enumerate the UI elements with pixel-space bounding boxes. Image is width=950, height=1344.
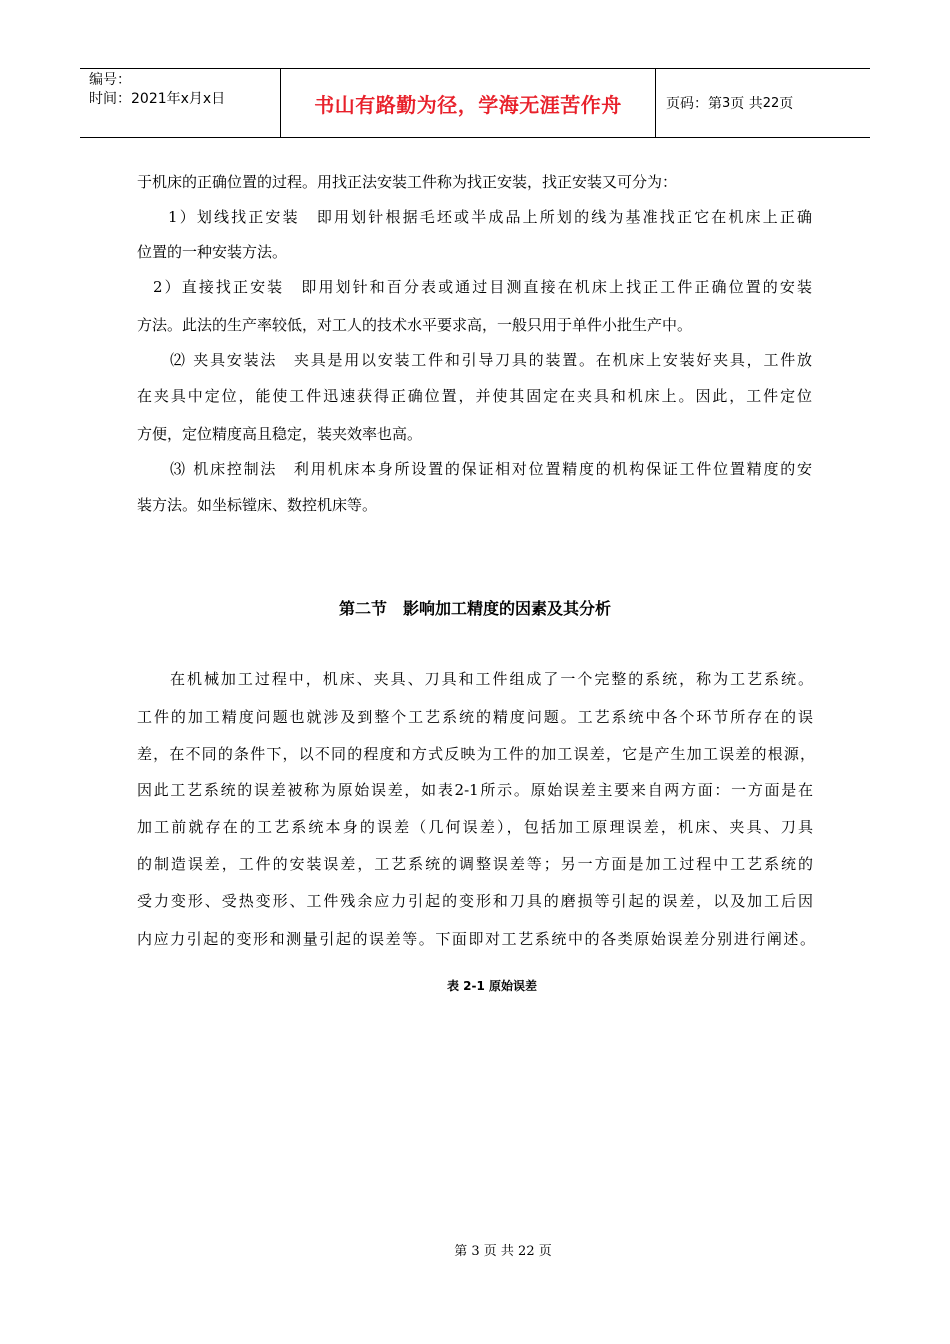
- paragraph-line: 的制造误差，工件的安装误差，工艺系统的调整误差等；另一方面是加工过程中工艺系统的: [137, 855, 813, 873]
- body-line: 方便，定位精度高且稳定，装夹效率也高。: [137, 425, 423, 443]
- page-mid: 页 共: [730, 96, 763, 112]
- page-current: 3: [722, 95, 731, 111]
- body-line: 方法。此法的生产率较低，对工人的技术水平要求高，一般只用于单件小批生产中。: [137, 316, 693, 334]
- header-page-info: [656, 69, 870, 137]
- paragraph-line: 在机械加工过程中，机床、夹具、刀具和工件组成了一个完整的系统，称为工艺系统。: [170, 670, 813, 688]
- section-heading: 第二节 影响加工精度的因素及其分析: [338, 599, 611, 618]
- body-line: 于机床的正确位置的过程。用找正法安装工件称为找正安装，找正安装又可分为：: [137, 173, 678, 191]
- paragraph-line: 受力变形、受热变形、工件残余应力引起的变形和刀具的磨损等引起的误差，以及加工后因: [137, 892, 813, 910]
- paragraph-line: 因此工艺系统的误差被称为原始误差，如表2-1所示。原始误差主要来自两方面：一方面是在: [137, 781, 813, 799]
- body-line: ⑶ 机床控制法 利用机床本身所设置的保证相对位置精度的机构保证工件位置精度的安: [170, 460, 812, 478]
- document-date-label: 时间：2021年x月x日: [89, 91, 226, 107]
- header-meta: [80, 69, 281, 137]
- paragraph-line: 差，在不同的条件下，以不同的程度和方式反映为工件的加工误差，它是产生加工误差的根源，: [137, 745, 815, 763]
- paragraph-line: 内应力引起的变形和测量引起的误差等。下面即对工艺系统中的各类原始误差分别进行阐述。: [137, 930, 815, 948]
- page-total: 22: [762, 95, 780, 111]
- body-line: 装方法。如坐标镗床、数控机床等。: [137, 496, 378, 514]
- body-line: 位置的一种安装方法。: [137, 243, 288, 261]
- body-line: 在夹具中定位，能使工件迅速获得正确位置，并使其固定在夹具和机床上。因此，工件定位: [137, 387, 812, 405]
- table-caption: 表 2-1 原始误差: [446, 979, 538, 993]
- body-line: 2）直接找正安装 即用划针和百分表或通过目测直接在机床上找正工件正确位置的安装: [153, 278, 812, 296]
- body-line: 1）划线找正安装 即用划针根据毛坯或半成品上所划的线为基准找正它在机床上正确: [168, 208, 812, 226]
- paragraph-line: 工件的加工精度问题也就涉及到整个工艺系统的精度问题。工艺系统中各个环节所存在的误: [137, 708, 813, 726]
- page-label: 页码：第: [666, 96, 722, 112]
- body-line: ⑵ 夹具安装法 夹具是用以安装工件和引导刀具的装置。在机床上安装好夹具，工件放: [170, 351, 812, 369]
- page-header: [80, 68, 870, 138]
- header-motto: 书山有路勤为径，学海无涯苦作舟: [281, 69, 656, 137]
- page-end: 页: [779, 96, 794, 112]
- document-number-label: 编号：: [89, 72, 131, 88]
- page-footer: 第 3 页 共 22 页: [454, 1244, 552, 1259]
- paragraph-line: 加工前就存在的工艺系统本身的误差（几何误差），包括加工原理误差，机床、夹具、刀具: [137, 818, 813, 836]
